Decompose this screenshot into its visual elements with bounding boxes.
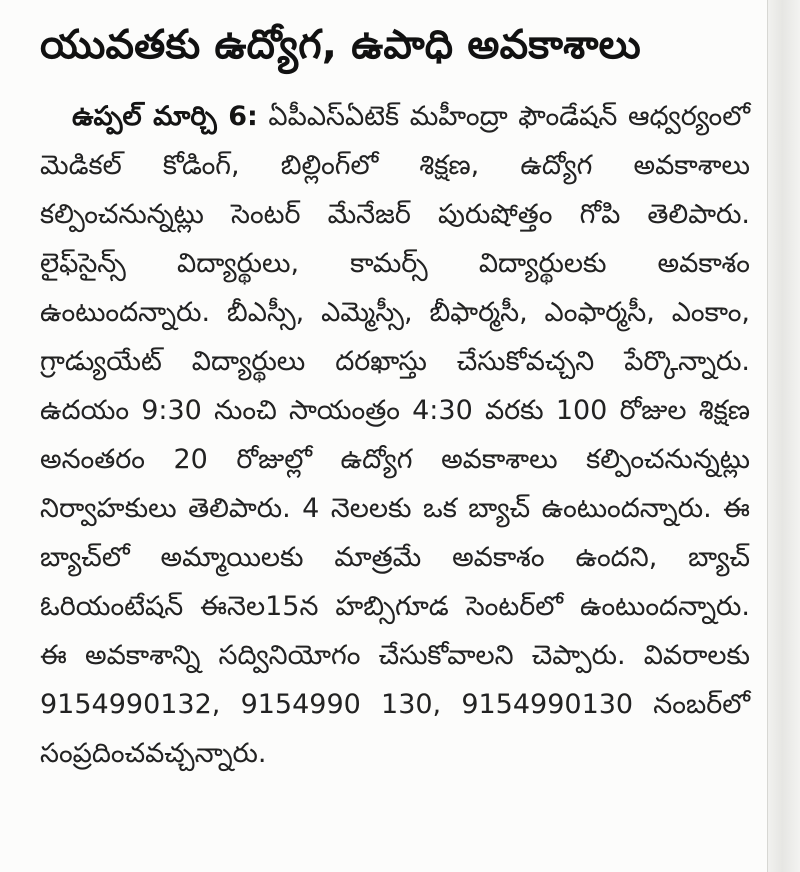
article-dateline: ఉప్పల్ మార్చి 6: [72, 101, 258, 132]
article-body [40, 92, 750, 778]
article-body-text: ఏపీఎస్‌ఏటెక్ మహీంద్రా ఫౌండేషన్ ఆధ్వర్యంలో మెడికల్ కోడింగ్, బిల్లింగ్‌లో శిక్షణ, ఉద్యోగ అవకాశాలు కల్పించనున్నట్లు సెంటర్ మేనేజర్ పురుషోత్తం గోపి తెలిపారు. లైఫ్‌సైన్స్ విద్యార్థులు, కామర్స్ విద్యార్థులకు అవకాశం ఉంటుందన్నారు. బీఎస్సీ, ఎమ్మెస్సీ, బీఫార్మసీ, ఎంఫార్మసీ, ఎంకాం, గ్రాడ్యుయేట్ విద్యార్థులు దరఖాస్తు చేసుకోవచ్చని పేర్కొన్నారు. ఉదయం 9:30 నుంచి సాయంత్రం 4:30 వరకు 100 రోజుల శిక్షణ అనంతరం 20 రోజుల్లో ఉద్యోగ అవకాశాలు కల్పించనున్నట్లు నిర్వాహకులు తెలిపారు. 4 నెలలకు ఒక బ్యాచ్ ఉంటుందన్నారు. ఈ బ్యాచ్‌లో అమ్మాయిలకు మాత్రమే అవకాశం ఉందని, బ్యాచ్ ఓరియంటేషన్ ఈనెల15న హబ్సిగూడ సెంటర్‌లో ఉంటుందన్నారు. ఈ అవకాశాన్ని సద్వినియోగం చేసుకోవాలని చెప్పారు. వివరాలకు 9154990132, 9154990 130, 9154990130 నంబర్‌లో సంప్రదించవచ్చన్నారు. [40, 101, 750, 769]
article-headline: యువతకు ఉద్యోగ, ఉపాధి అవకాశాలు [40, 22, 641, 68]
page-edge [767, 0, 800, 872]
